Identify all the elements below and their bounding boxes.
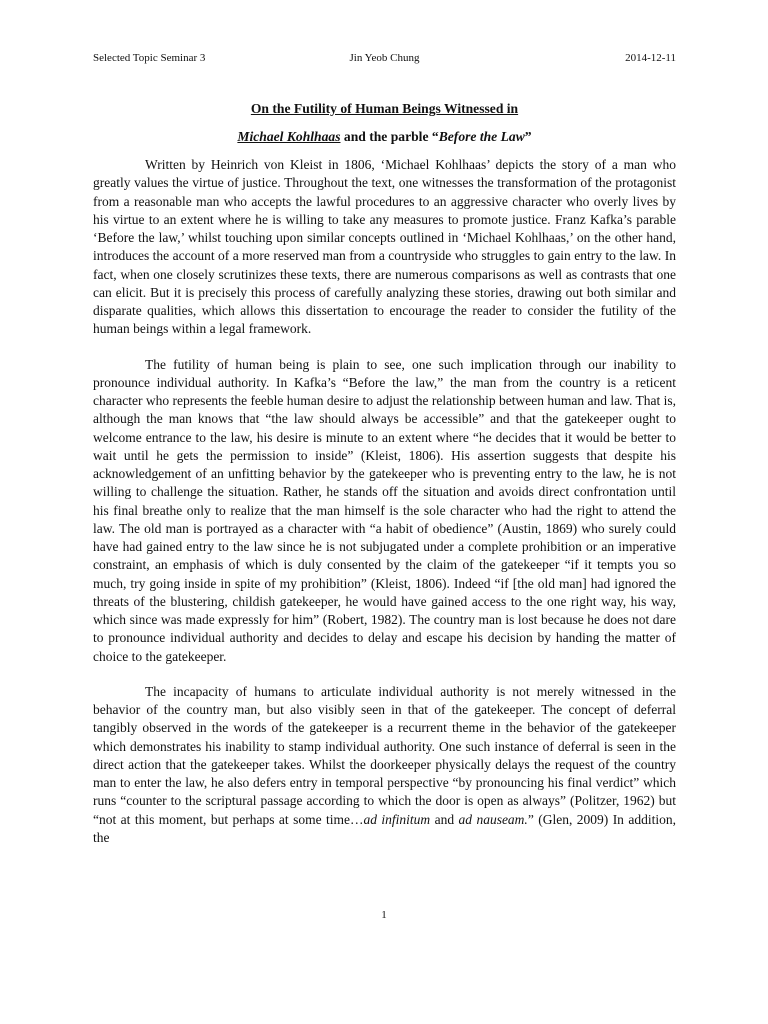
- paragraph-3: [93, 683, 676, 847]
- paragraph-1: Written by Heinrich von Kleist in 1806, ‘Michael Kohlhaas’ depicts the story of a man who greatly values the virtue of justice. Throughout the text, one witnesses the transformation of the protagonist from a reasonable man who accepts the lawful procedures to an aggressive character who overly lives by his virtue to an extent where he is willing to take any measures to promote justice. Franz Kafka’s parable ‘Before the law,’ whilst touching upon similar concepts outlined in ‘Michael Kohlhaas,’ on the other hand, introduces the account of a more reserved man from a countryside who struggles to gain entry to the law. In fact, when one closely scrutinizes these texts, there are numerous comparisons as well as contrasts that one can elicit. But it is precisely this process of carefully analyzing these stories, drawing out both similar and disparate qualities, which allows this dissertation to encourage the reader to consider the futility of the human beings within a legal framework.: [93, 157, 676, 337]
- header-course: Selected Topic Seminar 3: [93, 52, 206, 64]
- header-author: Jin Yeob Chung: [349, 52, 420, 64]
- paragraph-2: The futility of human being is plain to see, one such implication through our inability to pronounce individual authority. In Kafka’s “Before the law,” the man from the country is a reticent character who represents the feeble human desire to adjust the relationship between human and law. That is, although the man knows that “the law should always be accessible” and that the gatekeeper ought to welcome entrance to the law, his desire is minute to an extent where “he decides that it would be better to wait until he gets the permission to inside” (Kleist, 1806). His assertion suggests that despite his acknowledgement of an unfitting behavior by the gatekeeper who is preventing entry to the law, he is not willing to challenge the situation. Rather, he stands off the situation and avoids direct confrontation until his final breathe only to realize that the man himself is the sole character who had the right to attend the law. The old man is portrayed as a character with “a habit of obedience” (Austin, 1869) who surely could have had gained entry to the law since he is not subjugated under a complete prohibition or an imperative constraint, an emphasis of which is duly consented by the claim of the gatekeeper “if it tempts you so much, try going inside in spite of my prohibition” (Kleist, 1806). Indeed “if [the old man] had ignored the threats of the blustering, childish gatekeeper, he would have gained access to the one right way, his way, which since was made expressly for him” (Robert, 1982). The country man is lost because he does not dare to pronounce individual authority and decides to delay and escape his decision by handing the matter of choice to the gatekeeper.: [93, 356, 676, 664]
- page-number: 1: [381, 909, 387, 921]
- title-work-name: Michael Kohlhaas: [237, 129, 341, 144]
- title-connector: and the parble “: [340, 129, 439, 144]
- title-parable-name: Before the Law: [438, 129, 525, 144]
- page-footer: [0, 908, 768, 922]
- title-close-quote: ”: [524, 129, 532, 144]
- page-header: [93, 50, 676, 66]
- header-date: 2014-12-11: [625, 52, 676, 64]
- paragraph-3-tail: ” (Glen, 2009) In addition, the: [93, 811, 676, 845]
- essay-title: [93, 101, 676, 145]
- paragraph-3-text: The incapacity of humans to articulate individual authority is not merely witnessed in the behavior of the country man, but also visibly seen in that of the gatekeeper. The concept of deferral tangibly observed in the words of the gatekeeper is a recurrent theme in the behavior of the gatekeeper which demonstrates his inability to stamp individual authority. One such instance of deferral is seen in the direct action that the gatekeeper takes. Whilst the doorkeeper physically delays the request of the country man to enter the law, he also defers entry in temporal perspective “by pronouncing his final verdict” which runs “counter to the scriptural passage according to which the door is open as always” (Politzer, 1962) but “not at this moment, but perhaps at some time…: [93, 683, 676, 827]
- title-line-1-text: On the Futility of Human Beings Witnessed in: [250, 101, 519, 116]
- title-line-1: [93, 101, 676, 117]
- latin-phrase-1: ad infinitum: [363, 811, 431, 827]
- title-line-2: [93, 129, 676, 145]
- latin-phrase-2: ad nauseam.: [458, 811, 528, 827]
- paragraph-3-connector: and: [430, 811, 459, 827]
- essay-body: [93, 156, 676, 864]
